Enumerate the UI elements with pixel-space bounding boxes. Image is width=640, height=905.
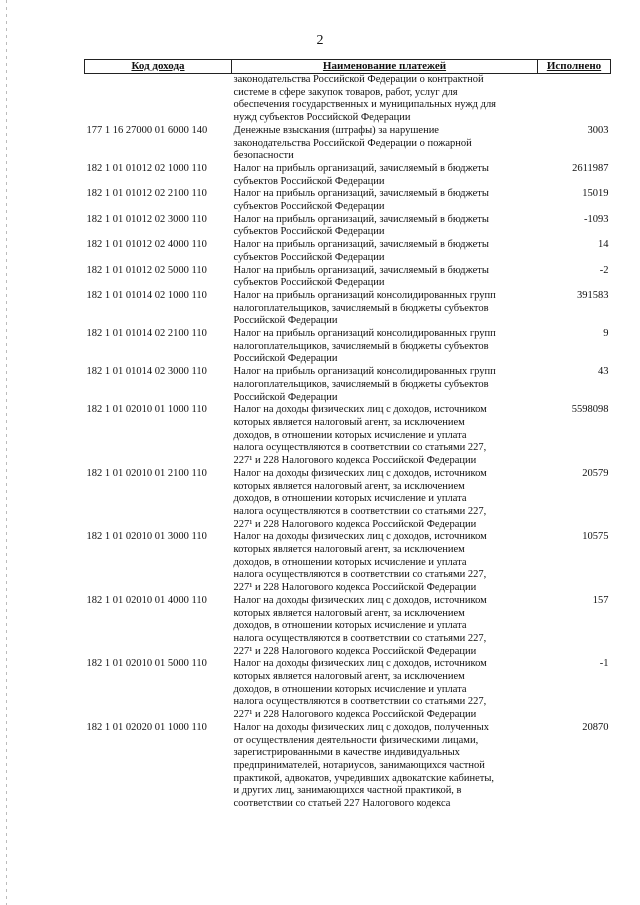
header-amount: Исполнено [538,60,611,74]
payment-name-line: которых является налоговый агент, за исключением [233,416,465,428]
payment-name [232,468,538,532]
income-code: 182 1 01 02010 01 5000 110 [86,658,207,670]
table-row [85,74,611,125]
payment-name-line: субъектов Российской Федерации [233,201,385,213]
payment-name-line: Налог на прибыль организаций, зачисляемый в бюджеты [233,239,489,251]
payment-name-line: налогоплательщиков, зачисляемый в бюджеты субъектов [233,378,489,390]
payment-name-line: Российской Федерации [233,315,338,327]
executed-amount: 5598098 [571,404,609,416]
scan-edge [6,0,7,905]
payment-name-line: Налог на доходы физических лиц с доходов, источником [233,594,487,606]
executed-amount: 10575 [582,531,609,543]
payment-name-line: Налог на доходы физических лиц с доходов, источником [233,404,487,416]
executed-amount: 15019 [582,188,609,200]
payment-name-line: системе в сфере закупок товаров, работ, услуг для [233,86,458,98]
income-code: 182 1 01 01014 02 1000 110 [86,289,207,301]
payment-name-line: Налог на прибыль организаций, зачисляемый в бюджеты [233,162,489,174]
table-row [85,265,611,290]
payment-name-line: доходов, в отношении которых исчисление и уплата [233,620,467,632]
header-code: Код дохода [85,60,232,74]
payment-name [232,328,538,366]
table-row [85,468,611,532]
payment-name [232,595,538,659]
executed-amount: 20579 [582,467,609,479]
payment-name-line: 227¹ и 228 Налогового кодекса Российской Федерации [233,518,477,530]
income-code: 182 1 01 02010 01 4000 110 [86,594,207,606]
income-code: 182 1 01 01012 02 4000 110 [86,239,207,251]
payment-name-line: практикой, адвокатов, учредивших адвокатские кабинеты, [233,772,495,784]
payment-name-line: Налог на доходы физических лиц с доходов, источником [233,658,487,670]
payment-name-line: 227¹ и 228 Налогового кодекса Российской Федерации [233,455,477,467]
income-code: 182 1 01 01012 02 1000 110 [86,162,207,174]
payment-name-line: Налог на прибыль организаций консолидированных групп [233,289,496,301]
income-code: 182 1 01 02010 01 2100 110 [86,467,207,479]
payment-name-line: 227¹ и 228 Налогового кодекса Российской Федерации [233,645,477,657]
payment-name-line: 227¹ и 228 Налогового кодекса Российской Федерации [233,582,477,594]
revenue-table [84,59,611,811]
payment-name-line: налога осуществляются в соответствии со статьями 227, [233,696,487,708]
payment-name-line: законодательства Российской Федерации о контрактной [233,74,484,85]
payment-name-line: которых является налоговый агент, за исключением [233,544,465,556]
payment-name-line: Денежные взыскания (штрафы) за нарушение [233,124,439,136]
table-row [85,722,611,811]
payment-name-line: которых является налоговый агент, за исключением [233,671,465,683]
payment-name-line: Налог на прибыль организаций, зачисляемый в бюджеты [233,264,489,276]
payment-name-line: которых является налоговый агент, за исключением [233,607,465,619]
payment-name-line: налога осуществляются в соответствии со статьями 227, [233,442,487,454]
payment-name-line: налога осуществляются в соответствии со статьями 227, [233,505,487,517]
payment-name-line: доходов, в отношении которых исчисление и уплата [233,429,467,441]
table-row [85,531,611,595]
payment-name-line: которых является налоговый агент, за исключением [233,480,465,492]
payment-name-line: Налог на прибыль организаций консолидированных групп [233,366,496,378]
table-row [85,366,611,404]
payment-name [232,531,538,595]
income-code: 182 1 01 02020 01 1000 110 [86,721,207,733]
executed-amount: 9 [603,328,609,340]
payment-name-line: субъектов Российской Федерации [233,175,385,187]
payment-name-line: от осуществления деятельности физическими лицами, [233,734,479,746]
payment-name [232,163,538,188]
executed-amount: 2611987 [572,162,609,174]
income-code: 177 1 16 27000 01 6000 140 [86,124,208,136]
table-row [85,290,611,328]
income-code: 182 1 01 02010 01 3000 110 [86,531,207,543]
income-code: 182 1 01 01012 02 3000 110 [86,213,207,225]
table-row [85,595,611,659]
executed-amount: -1093 [584,213,609,225]
header-name: Наименование платежей [232,60,538,74]
payment-name [232,188,538,213]
payment-name-line: Налог на прибыль организаций консолидированных групп [233,328,496,340]
payment-name-line: доходов, в отношении которых исчисление и уплата [233,493,467,505]
payment-name [232,290,538,328]
payment-name-line: обеспечения государственных и муниципальных нужд для [233,99,497,111]
executed-amount [538,74,611,125]
table-row [85,163,611,188]
payment-name-line: налогоплательщиков, зачисляемый в бюджеты субъектов [233,340,489,352]
table-row [85,658,611,722]
payment-name-line: и других лиц, занимающихся частной практикой, в [233,785,462,797]
payment-name-line: налога осуществляются в соответствии со статьями 227, [233,632,487,644]
payment-name-line: доходов, в отношении которых исчисление и уплата [233,683,467,695]
table-row [85,188,611,213]
executed-amount: 20870 [582,721,609,733]
payment-name [232,214,538,239]
payment-name [232,404,538,468]
income-code: 182 1 01 01014 02 3000 110 [86,366,207,378]
payment-name-line: Налог на доходы физических лиц с доходов, источником [233,531,487,543]
payment-name-line: 227¹ и 228 Налогового кодекса Российской Федерации [233,709,477,721]
payment-name [232,125,538,163]
table-row [85,404,611,468]
payment-name-line: Налог на прибыль организаций, зачисляемый в бюджеты [233,213,489,225]
table-row [85,239,611,264]
executed-amount: 14 [598,239,609,251]
executed-amount: -2 [599,264,609,276]
executed-amount: 391583 [577,289,609,301]
income-code: 182 1 01 01012 02 2100 110 [86,188,207,200]
executed-amount: 157 [592,594,609,606]
payment-name-line: предпринимателей, нотариусов, занимающихся частной [233,759,485,771]
payment-name-line: законодательства Российской Федерации о пожарной [233,137,472,149]
income-code: 182 1 01 01012 02 5000 110 [86,264,207,276]
executed-amount: 3003 [587,124,609,136]
payment-name-line: доходов, в отношении которых исчисление и уплата [233,556,467,568]
payment-name-line: Российской Федерации [233,353,338,365]
payment-name-line: налогоплательщиков, зачисляемый в бюджеты субъектов [233,302,489,314]
payment-name [232,239,538,264]
payment-name-line: налога осуществляются в соответствии со статьями 227, [233,569,487,581]
income-code [85,74,232,125]
payment-name-line: Налог на прибыль организаций, зачисляемый в бюджеты [233,188,489,200]
payment-name-line: субъектов Российской Федерации [233,277,385,289]
payment-name-line: Налог на доходы физических лиц с доходов, источником [233,467,487,479]
payment-name [232,74,538,125]
table-header-row [85,60,611,74]
table-row [85,214,611,239]
income-code: 182 1 01 02010 01 1000 110 [86,404,207,416]
payment-name-line: субъектов Российской Федерации [233,226,385,238]
payment-name [232,658,538,722]
executed-amount: 43 [598,366,609,378]
page-number: 2 [316,33,324,48]
payment-name [232,366,538,404]
payment-name-line: зарегистрированными в качестве индивидуальных [233,747,460,759]
executed-amount: -1 [599,658,609,670]
table-row [85,328,611,366]
payment-name-line: соответствии со статьей 227 Налогового кодекса [233,798,451,810]
income-code: 182 1 01 01014 02 2100 110 [86,328,207,340]
payment-name [232,722,538,811]
table-row [85,125,611,163]
payment-name-line: Налог на доходы физических лиц с доходов, полученных [233,721,489,733]
payment-name [232,265,538,290]
payment-name-line: субъектов Российской Федерации [233,251,385,263]
payment-name-line: нужд субъектов Российской Федерации [233,112,411,124]
payment-name-line: Российской Федерации [233,391,338,403]
payment-name-line: безопасности [233,150,294,162]
